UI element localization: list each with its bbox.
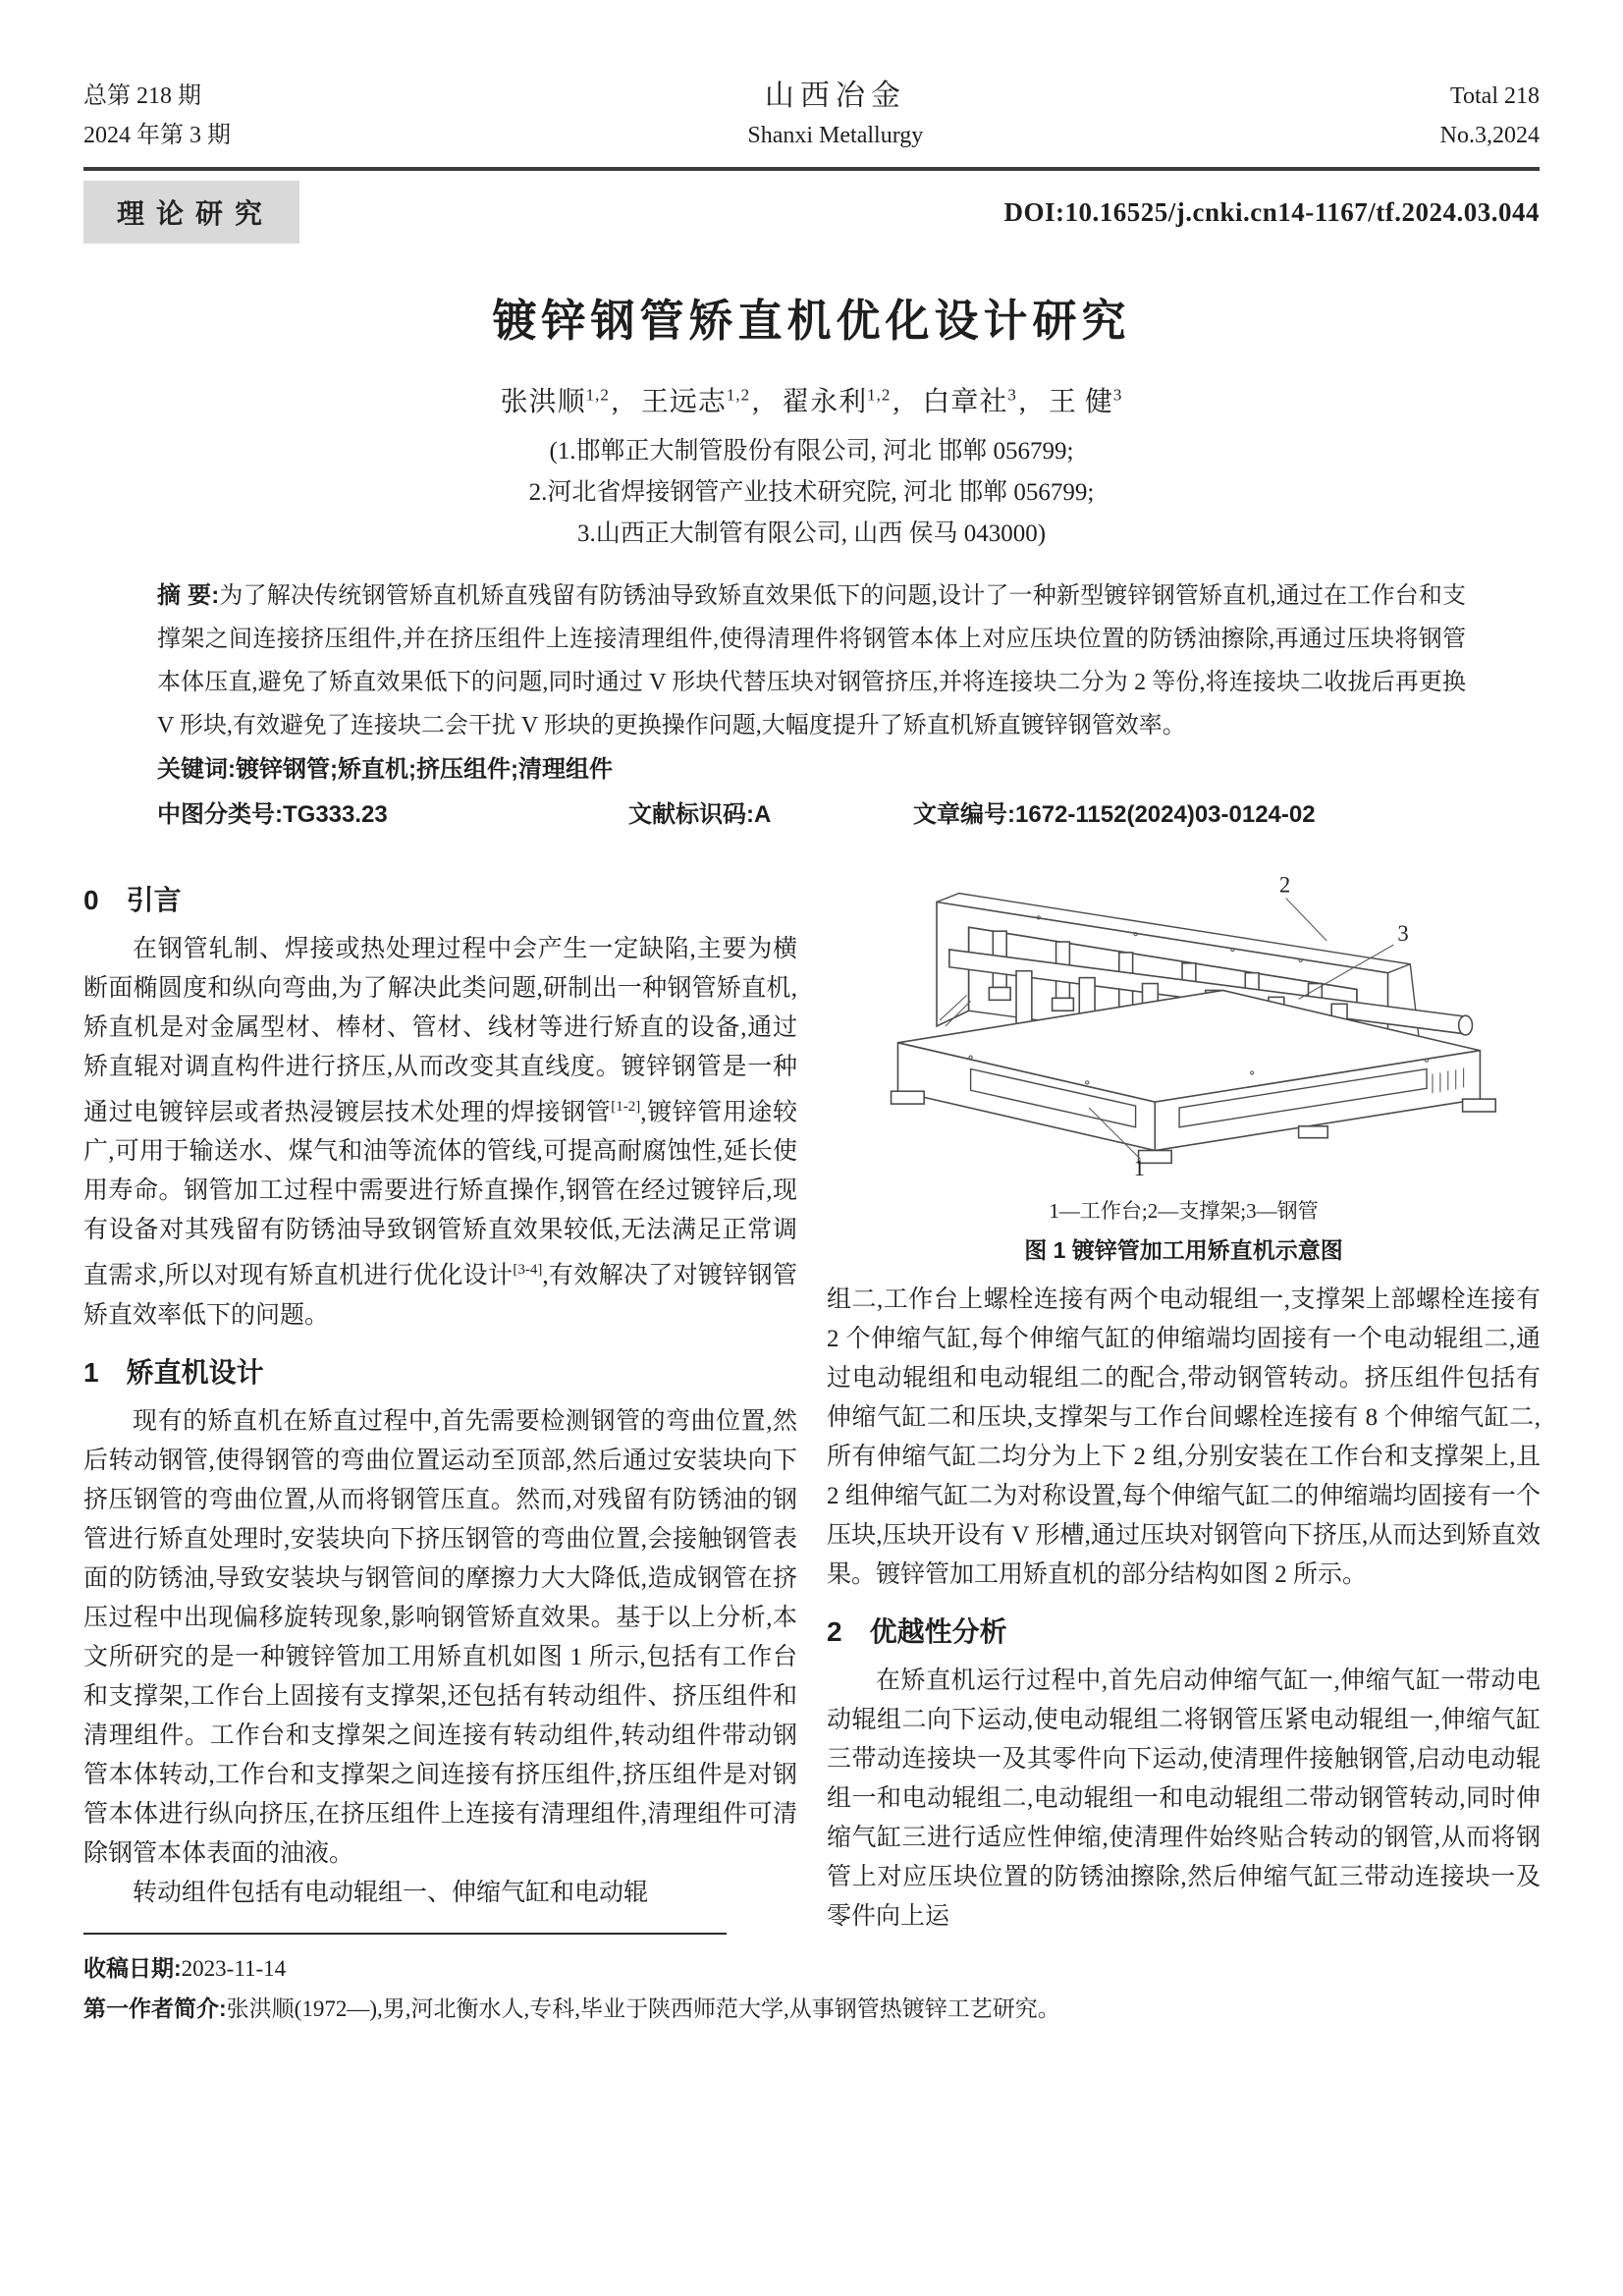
first-author-bio-line: 第一作者简介:张洪顺(1972—),男,河北衡水人,专科,毕业于陕西师范大学,从事钢管热镀锌工艺研究。 <box>83 1995 1060 2021</box>
citation-ref: [3-4] <box>513 1262 543 1279</box>
column-badge: 理论研究 <box>83 181 299 244</box>
footnote-block <box>83 1933 1060 2029</box>
journal-masthead <box>83 77 1540 155</box>
page-title: 镀锌钢管矫直机优化设计研究 <box>492 296 1131 346</box>
author: 翟永利$^{1,2}$ <box>782 385 892 417</box>
figure-callout-3: 3 <box>1396 921 1409 947</box>
masthead-journal-name <box>747 77 923 155</box>
body-columns <box>83 863 1540 2029</box>
abstract-text: 为了解决传统钢管矫直机矫直残留有防锈油导致矫直效果低下的问题,设计了一种新型镀锌钢管矫直机,通过在工作台和支撑架之间连接挤压组件,并在挤压组件上连接清理组件,使得清理件将钢管本体上对应压块位置的防锈油擦除,再通过压块将钢管本体压直,避免了矫直效果低下的问题,同时通过 V 形块代替压块对钢管挤压,并将连接块二分为 2 等份,将连接块二收拢后再更换 V 形块,有效避免了连接块二会干扰 V 形块的更换操作问题,大幅度提升了矫直机矫直镀锌钢管效率。 <box>157 583 1466 738</box>
abstract-label: 摘 要: <box>157 582 220 609</box>
abstract <box>157 574 1466 747</box>
badge-doi-row <box>83 181 1540 244</box>
author: 王 健$^3$ <box>1048 385 1123 417</box>
section-heading-2: 2 优越性分析 <box>827 1616 1007 1647</box>
figure1-caption: 图 1 镀锌管加工用矫直机示意图 <box>1024 1237 1343 1263</box>
document-code: 文献标识码:A <box>628 801 772 828</box>
author-separator: , <box>1018 387 1027 417</box>
clc-number: 中图分类号:TG333.23 <box>157 801 388 828</box>
affiliation-line: 3.山西正大制管有限公司, 山西 侯马 043000) <box>576 520 1047 547</box>
author-separator: , <box>893 387 901 417</box>
doi-text: DOI:10.16525/j.cnki.cn14-1167/tf.2024.03.044 <box>1003 196 1540 227</box>
author-affil-sup: 1,2 <box>726 385 751 405</box>
author: 王远志$^{1,2}$ <box>640 385 751 417</box>
paragraph: 转动组件包括有电动辊组一、伸缩气缸和电动辊 <box>133 1879 649 1906</box>
meta-row <box>157 793 1466 838</box>
author-separator: , <box>611 387 620 417</box>
figure-callout-1: 1 <box>1133 1156 1145 1181</box>
figure-callout-2: 2 <box>1278 872 1290 898</box>
paragraph: 在矫直机运行过程中,首先启动伸缩气缸一,伸缩气缸一带动电动辊组二向下运动,使电动辊组二将钢管压紧电动辊组一,伸缩气缸三带动连接块一及其零件向下运动,使清理件接触钢管,启动电动辊组一和电动辊组二,电动辊组一和电动辊组二带动钢管转动,同时伸缩气缸三进行适应性伸缩,使清理件始终贴合转动的钢管,从而将钢管上对应压块位置的防锈油擦除,然后伸缩气缸三带动连接块一及零件向上运 <box>827 1667 1541 1930</box>
paragraph: 在钢管轧制、焊接或热处理过程中会产生一定缺陷,主要为横断面椭圆度和纵向弯曲,为了解决此类问题,研制出一种钢管矫直机,矫直机是对金属型材、棒材、管材、线材等进行矫直的设备,通过矫直辊对调直构件进行挤压,从而改变其直线度。镀锌钢管是一种通过电镀锌层或者热浸镀层技术处理的焊接钢管[1-2],镀锌管用途较广,可用于输送水、煤气和油等流体的管线,可提高耐腐蚀性,延长使用寿命。钢管加工过程中需要进行矫直操作,钢管在经过镀锌后,现有设备对其残留有防锈油导致钢管矫直效果较低,无法满足正常调直需求,所以对现有矫直机进行优化设计[3-4],有效解决了对镀锌钢管矫直效率低下的问题。 <box>83 936 797 1329</box>
keywords-text: 镀锌钢管;矫直机;挤压组件;清理组件 <box>236 756 613 783</box>
author-affil-sup: 3 <box>1007 385 1017 405</box>
author: 张洪顺$^{1,2}$ <box>500 385 610 417</box>
journal-name-cn: 山西冶金 <box>764 80 906 112</box>
right-column <box>827 863 1541 2029</box>
masthead-issue-en <box>1440 77 1540 155</box>
affiliation-block <box>83 431 1540 555</box>
section-heading-0: 0 引言 <box>83 885 182 915</box>
paragraph: 组二,工作台上螺栓连接有两个电动辊组一,支撑架上部螺栓连接有 2 个伸缩气缸,每个伸缩气缸的伸缩端均固接有一个电动辊组二,通过电动辊组和电动辊组二的配合,带动钢管转动。挤压组件包括有伸缩气缸二和压块,支撑架与工作台间螺栓连接有 8 个伸缩气缸二,所有伸缩气缸二均分为上下 2 组,分别安装在工作台和支撑架上,且 2 组伸缩气缸二为对称设置,每个伸缩气缸二的伸缩端均固接有一个压块,压块开设有 V 形槽,通过压块对钢管向下挤压,从而达到矫直效果。镀锌管加工用矫直机的部分结构如图 2 所示。 <box>827 1286 1541 1588</box>
journal-name-en: Shanxi Metallurgy <box>747 123 924 148</box>
issue-number-cn: 2024 年第 3 期 <box>83 123 231 148</box>
received-date-line: 收稿日期:2023-11-14 <box>83 1954 287 1981</box>
issue-number-en: No.3,2024 <box>1439 123 1540 148</box>
issue-total-cn: 总第 218 期 <box>83 83 201 109</box>
abstract-block <box>157 574 1466 838</box>
affiliation-line: 2.河北省焊接钢管产业技术研究院, 河北 邯郸 056799; <box>528 479 1095 506</box>
article-id: 文章编号:1672-1152(2024)03-0124-02 <box>913 801 1316 828</box>
figure-1 <box>827 863 1541 1265</box>
citation-ref: [1-2] <box>611 1099 641 1115</box>
author-affil-sup: 1,2 <box>585 385 610 405</box>
paragraph: 现有的矫直机在矫直过程中,首先需要检测钢管的弯曲位置,然后转动钢管,使得钢管的弯曲位置运动至顶部,然后通过安装块向下挤压钢管的弯曲位置,从而将钢管压直。然而,对残留有防锈油的钢管进行矫直处理时,安装块向下挤压钢管的弯曲位置,会接触钢管表面的防锈油,导致安装块与钢管间的摩擦力大大降低,造成钢管在挤压过程中出现偏移旋转现象,影响钢管矫直效果。基于以上分析,本文所研究的是一种镀锌管加工用矫直机如图 1 所示,包括有工作台和支撑架,工作台上固接有支撑架,还包括有转动组件、挤压组件和清理组件。工作台和支撑架之间连接有转动组件,转动组件带动钢管本体转动,工作台和支撑架之间连接有挤压组件,挤压组件是对钢管本体进行纵向挤压,在挤压组件上连接有清理组件,清理组件可清除钢管本体表面的油液。 <box>83 1407 797 1867</box>
author-line <box>83 380 1540 419</box>
figure1-legend: 1—工作台;2—支撑架;3—钢管 <box>1049 1199 1319 1223</box>
issue-total-en: Total 218 <box>1450 83 1540 109</box>
masthead-rule <box>83 167 1540 171</box>
footnote-rule <box>83 1933 727 1935</box>
author-affil-sup: 1,2 <box>867 385 892 405</box>
affiliation-line: (1.邯郸正大制管股份有限公司, 河北 邯郸 056799; <box>549 438 1074 465</box>
author-affil-sup: 3 <box>1112 385 1123 405</box>
section-heading-1: 1 矫直机设计 <box>83 1356 264 1388</box>
author: 白章社$^3$ <box>922 385 1017 417</box>
keywords-label: 关键词: <box>157 756 236 783</box>
keywords-line <box>157 747 1466 793</box>
masthead-issue-cn <box>83 77 231 155</box>
author-separator: , <box>752 387 761 417</box>
figure1-drawing <box>840 863 1528 1193</box>
